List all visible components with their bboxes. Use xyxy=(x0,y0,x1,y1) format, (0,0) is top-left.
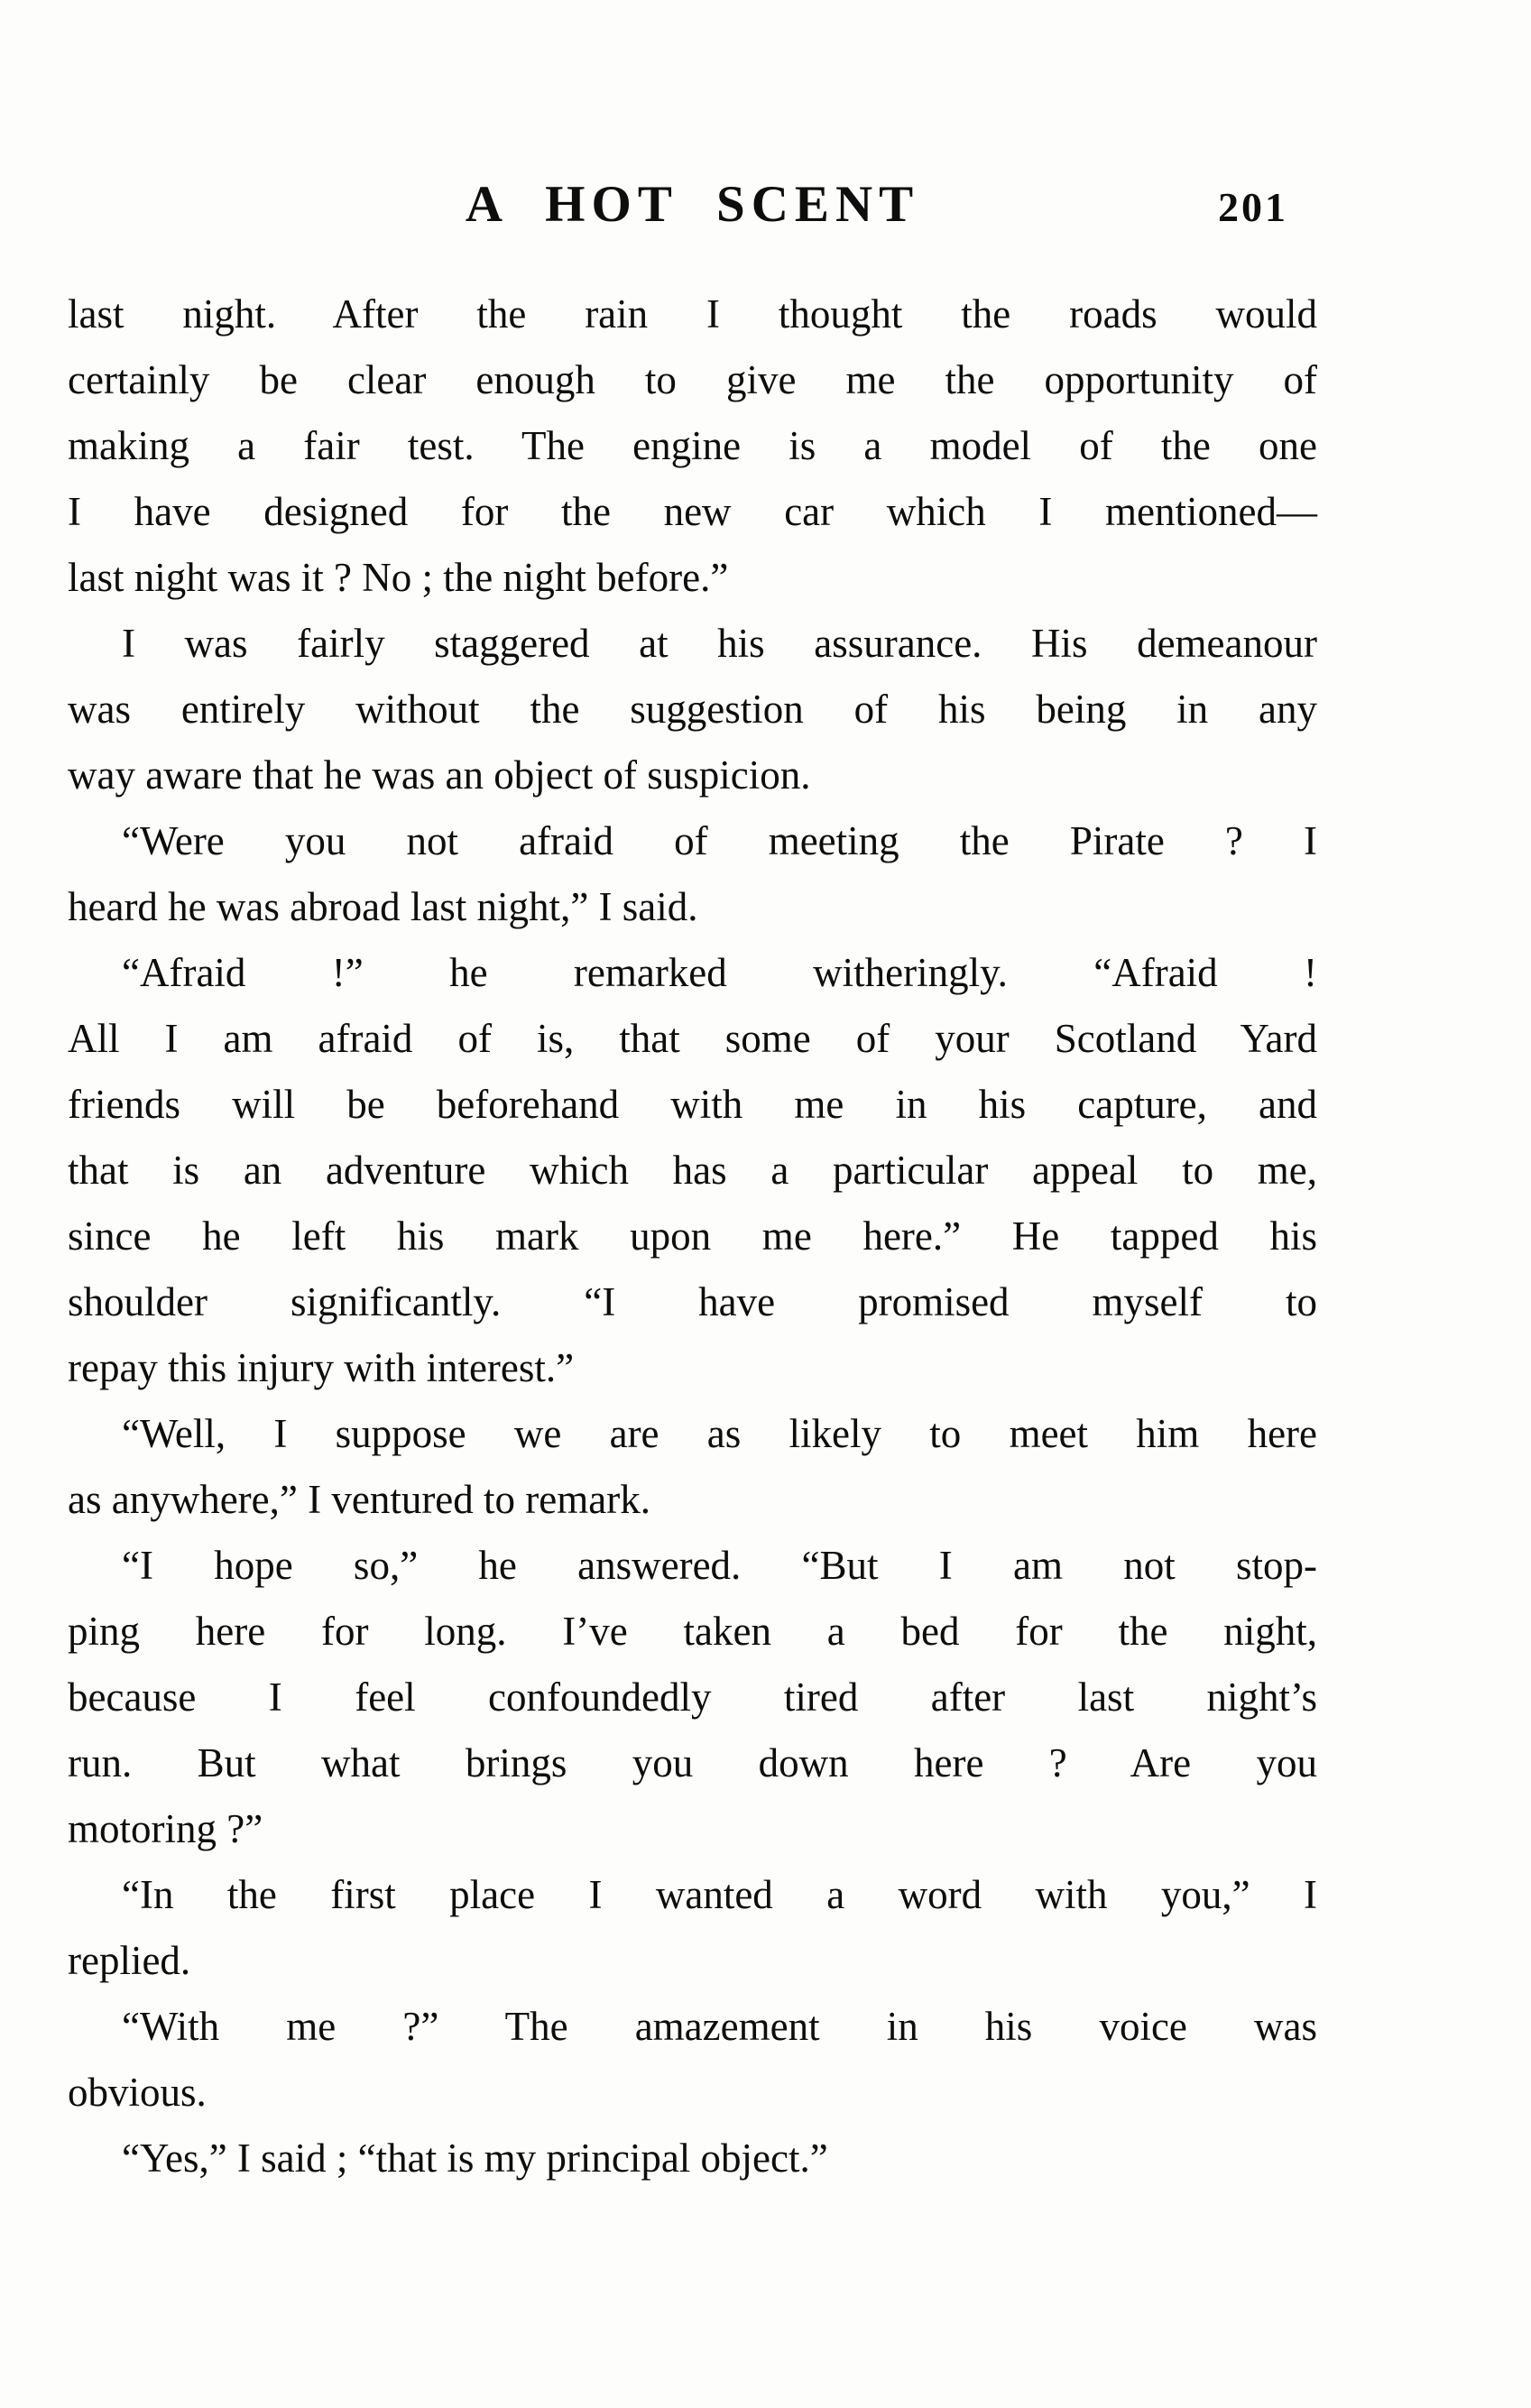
text-line: “I hope so,” he answered. “But I am not stop- xyxy=(122,1543,1317,1588)
text-line: run. But what brings you down here ? Are you xyxy=(68,1740,1317,1785)
paragraph xyxy=(68,940,1317,1401)
text-line: that is an adventure which has a particular appeal to me, xyxy=(68,1148,1317,1193)
paragraph xyxy=(68,1533,1317,1862)
text-line: heard he was abroad last night,” I said. xyxy=(68,884,698,929)
paragraph xyxy=(68,2126,1317,2191)
text-line: “Well, I suppose we are as likely to meet him here xyxy=(122,1411,1317,1456)
paragraph xyxy=(68,281,1317,611)
text-line: motoring ?” xyxy=(68,1806,263,1851)
text-line: as anywhere,” I ventured to remark. xyxy=(68,1477,650,1522)
text-line: replied. xyxy=(68,1938,191,1983)
text-line: because I feel confoundedly tired after last night’s xyxy=(68,1675,1317,1720)
text-line: was entirely without the suggestion of his being in any xyxy=(68,687,1317,732)
text-line: “Were you not afraid of meeting the Pirate ? I xyxy=(122,818,1317,863)
text-line: last night. After the rain I thought the roads would xyxy=(68,291,1317,337)
text-line: I have designed for the new car which I mentioned— xyxy=(68,489,1317,534)
text-line: repay this injury with interest.” xyxy=(68,1345,575,1390)
text-line: All I am afraid of is, that some of your Scotland Yard xyxy=(68,1016,1317,1061)
page-header xyxy=(68,177,1317,240)
page-text xyxy=(68,281,1317,2191)
text-line: obvious. xyxy=(68,2070,207,2115)
text-line: “Yes,” I said ; “that is my principal object.” xyxy=(122,2136,828,2181)
text-line: making a fair test. The engine is a model of the one xyxy=(68,423,1317,468)
text-line: last night was it ? No ; the night before.” xyxy=(68,555,729,600)
paragraph xyxy=(68,808,1317,940)
paragraph xyxy=(68,1401,1317,1533)
text-line: friends will be beforehand with me in his capture, and xyxy=(68,1082,1317,1127)
paragraph xyxy=(68,1994,1317,2126)
text-line: way aware that he was an object of suspicion. xyxy=(68,752,811,798)
text-line: shoulder significantly. “I have promised myself to xyxy=(68,1279,1317,1324)
text-line: “With me ?” The amazement in his voice was xyxy=(122,2004,1317,2049)
page-title: A HOT SCENT xyxy=(465,176,920,233)
text-line: since he left his mark upon me here.” He tapped his xyxy=(68,1213,1317,1259)
text-line: I was fairly staggered at his assurance. His demeanour xyxy=(122,621,1317,666)
page-number: 201 xyxy=(1218,184,1288,230)
paragraph xyxy=(68,611,1317,808)
text-line: “In the first place I wanted a word with you,” I xyxy=(122,1872,1317,1917)
text-line: “Afraid !” he remarked witheringly. “Afraid ! xyxy=(122,950,1317,995)
text-line: ping here for long. I’ve taken a bed for the night, xyxy=(68,1609,1317,1654)
paragraph xyxy=(68,1862,1317,1994)
text-line: certainly be clear enough to give me the opportunity of xyxy=(68,357,1317,402)
